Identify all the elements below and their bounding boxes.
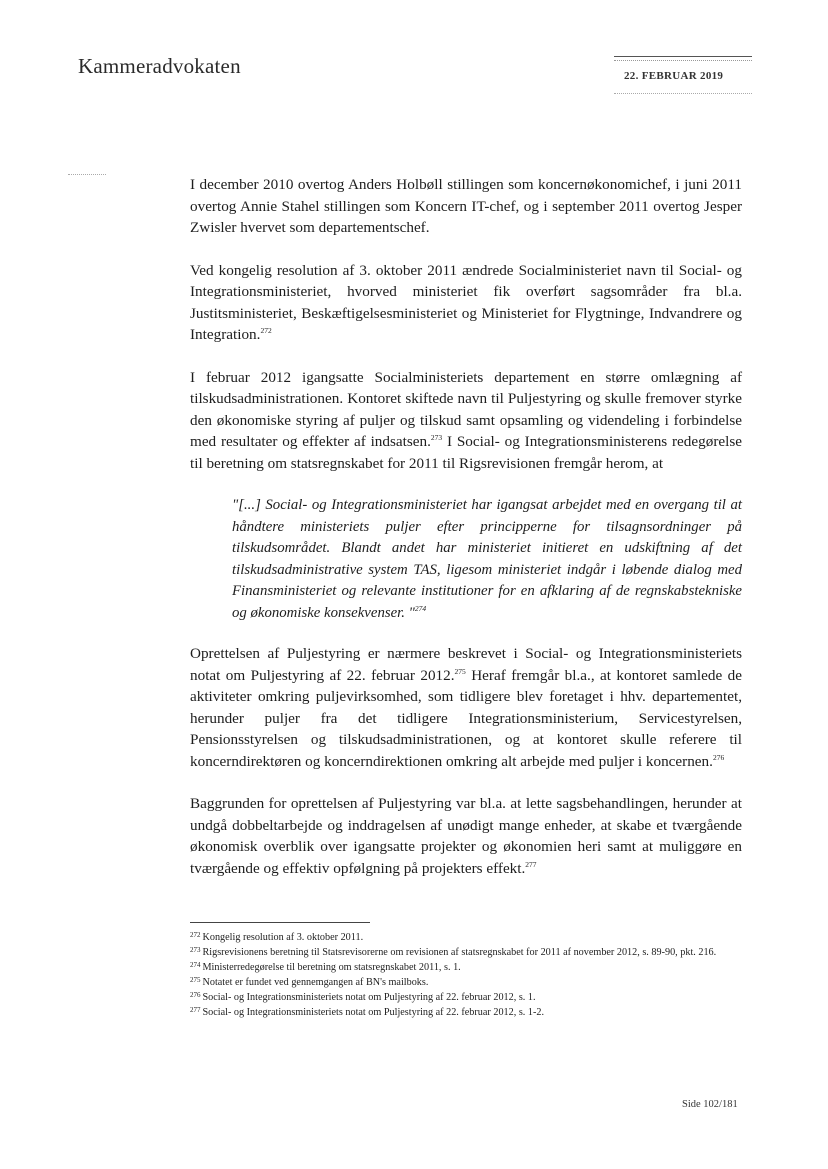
footnote-273 bbox=[190, 944, 750, 959]
footnote-number: 272 bbox=[190, 931, 201, 939]
footnote-number: 276 bbox=[190, 991, 201, 999]
date-box-top-rule bbox=[614, 56, 752, 61]
footnote-rule bbox=[190, 922, 370, 923]
footnote-ref-276[interactable]: 276 bbox=[712, 752, 725, 762]
paragraph-3-text-b: I Social- og Integrationsministerens redegørelse til beretning om statsregnskabet for 2011 til Rigsrevisionen fremgår herom, at bbox=[190, 433, 742, 472]
footnote-275 bbox=[190, 974, 750, 989]
footnote-276 bbox=[190, 989, 750, 1004]
quotation-text: "[...] Social- og Integrationsministeriet har igangsat arbejdet med en overgang til at håndtere ministeriets puljer efter principperne for tilsagnsordninger på tilskudsområdet. Blandt andet har ministeriet initieret en udskiftning af det tilskudsadministrative system TAS, ligesom ministeriet indgår i løbende dialog med Finansministeriet og relevante institutioner for en afklaring af de regnskabstekniske og økonomiske konsekvenser. " bbox=[232, 497, 742, 621]
footnotes bbox=[190, 922, 750, 1019]
footnote-ref-277[interactable]: 277 bbox=[525, 859, 537, 869]
paragraph-3 bbox=[190, 367, 742, 475]
margin-mark bbox=[68, 174, 106, 175]
document-body bbox=[190, 174, 742, 900]
footnote-number: 277 bbox=[190, 1006, 201, 1014]
paragraph-3-text-a: I februar 2012 igangsatte Socialministeriets departement en større omlægning af tilskudsadministrationen. Kontoret skiftede navn til Puljestyring og skulle fremover styrke den økonomiske styring af puljer og tilskud samt opsamling og videndeling i forbindelse med resultater og effekter af indsatsen. bbox=[190, 368, 742, 450]
quotation bbox=[232, 495, 742, 624]
kammeradvokaten-logo: Kammeradvokaten bbox=[78, 54, 241, 78]
footnote-text: Ministerredegørelse til beretning om statsregnskabet 2011, s. 1. bbox=[202, 962, 461, 973]
footnote-ref-275[interactable]: 275 bbox=[454, 666, 466, 676]
footnote-number: 273 bbox=[190, 946, 201, 954]
page-number: Side 102/181 bbox=[682, 1099, 738, 1110]
paragraph-5-text: Baggrunden for oprettelsen af Puljestyring var bl.a. at lette sagsbehandlingen, herunder at undgå dobbeltarbejde og inddragelsen af unødigt mange enheder, at skabe et tværgående økonomisk overblik over igangsatte projekter og økonomien heri samt at muliggøre en tværgående og effektiv opfølgning på projekters effekt. bbox=[190, 795, 742, 877]
footnote-text: Social- og Integrationsministeriets notat om Puljestyring af 22. februar 2012, s. 1-2. bbox=[202, 1007, 545, 1018]
paragraph-5 bbox=[190, 793, 742, 879]
footnote-text: Notatet er fundet ved gennemgangen af BN's mailboks. bbox=[202, 977, 429, 988]
footnote-text: Kongelig resolution af 3. oktober 2011. bbox=[202, 932, 364, 943]
paragraph-4-text-a: Oprettelsen af Puljestyring er nærmere beskrevet i Social- og Integrationsministeriets notat om Puljestyring af 22. februar 2012. bbox=[190, 645, 742, 684]
footnote-number: 275 bbox=[190, 976, 201, 984]
paragraph-1: I december 2010 overtog Anders Holbøll stillingen som koncernøkonomichef, i juni 2011 overtog Annie Stahel stillingen som Koncern IT-chef, og i september 2011 overtog Jesper Zwisler hvervet som departementschef. bbox=[190, 176, 742, 236]
footnote-ref-274[interactable]: 274 bbox=[414, 603, 427, 613]
footnote-ref-273[interactable]: 273 bbox=[430, 433, 443, 442]
paragraph-2 bbox=[190, 260, 742, 346]
footnote-272 bbox=[190, 929, 750, 944]
footnote-ref-272[interactable]: 272 bbox=[260, 326, 272, 335]
footnote-number: 274 bbox=[190, 961, 201, 969]
footnote-text: Rigsrevisionens beretning til Statsrevisorerne om revisionen af statsregnskabet for 2011 af november 2012, s. 89-90, pkt. 216. bbox=[202, 947, 717, 958]
footnote-274 bbox=[190, 959, 750, 974]
paragraph-4-text-b: Heraf fremgår bl.a., at kontoret samlede de aktiviteter omkring puljevirksomhed, som tidligere blev foretaget i hhv. departementet, herunder puljer fra det tidligere Integrationsministerium, Servicestyrelsen, Pensionsstyrelsen og tilskudsadministrationen, og at kontoret skulle referere til koncerndirektøren og koncerndirektionen omkring alt arbejde med puljer i koncernen. bbox=[190, 666, 742, 770]
paragraph-4 bbox=[190, 643, 742, 772]
footnote-text: Social- og Integrationsministeriets notat om Puljestyring af 22. februar 2012, s. 1. bbox=[202, 992, 536, 1003]
date-box-bottom-rule bbox=[614, 93, 752, 94]
paragraph-2-text: Ved kongelig resolution af 3. oktober 2011 ændrede Socialministeriet navn til Social- og Integrationsministeriet, hvorved ministeriet fik overført sagsområder fra bl.a. Justitsministeriet, Beskæftigelsesministeriet og Ministeriet for Flygtninge, Indvandrere og Integration. bbox=[190, 261, 742, 343]
document-date: 22. FEBRUAR 2019 bbox=[624, 70, 724, 82]
date-box bbox=[614, 56, 752, 96]
footnote-277 bbox=[190, 1004, 750, 1019]
